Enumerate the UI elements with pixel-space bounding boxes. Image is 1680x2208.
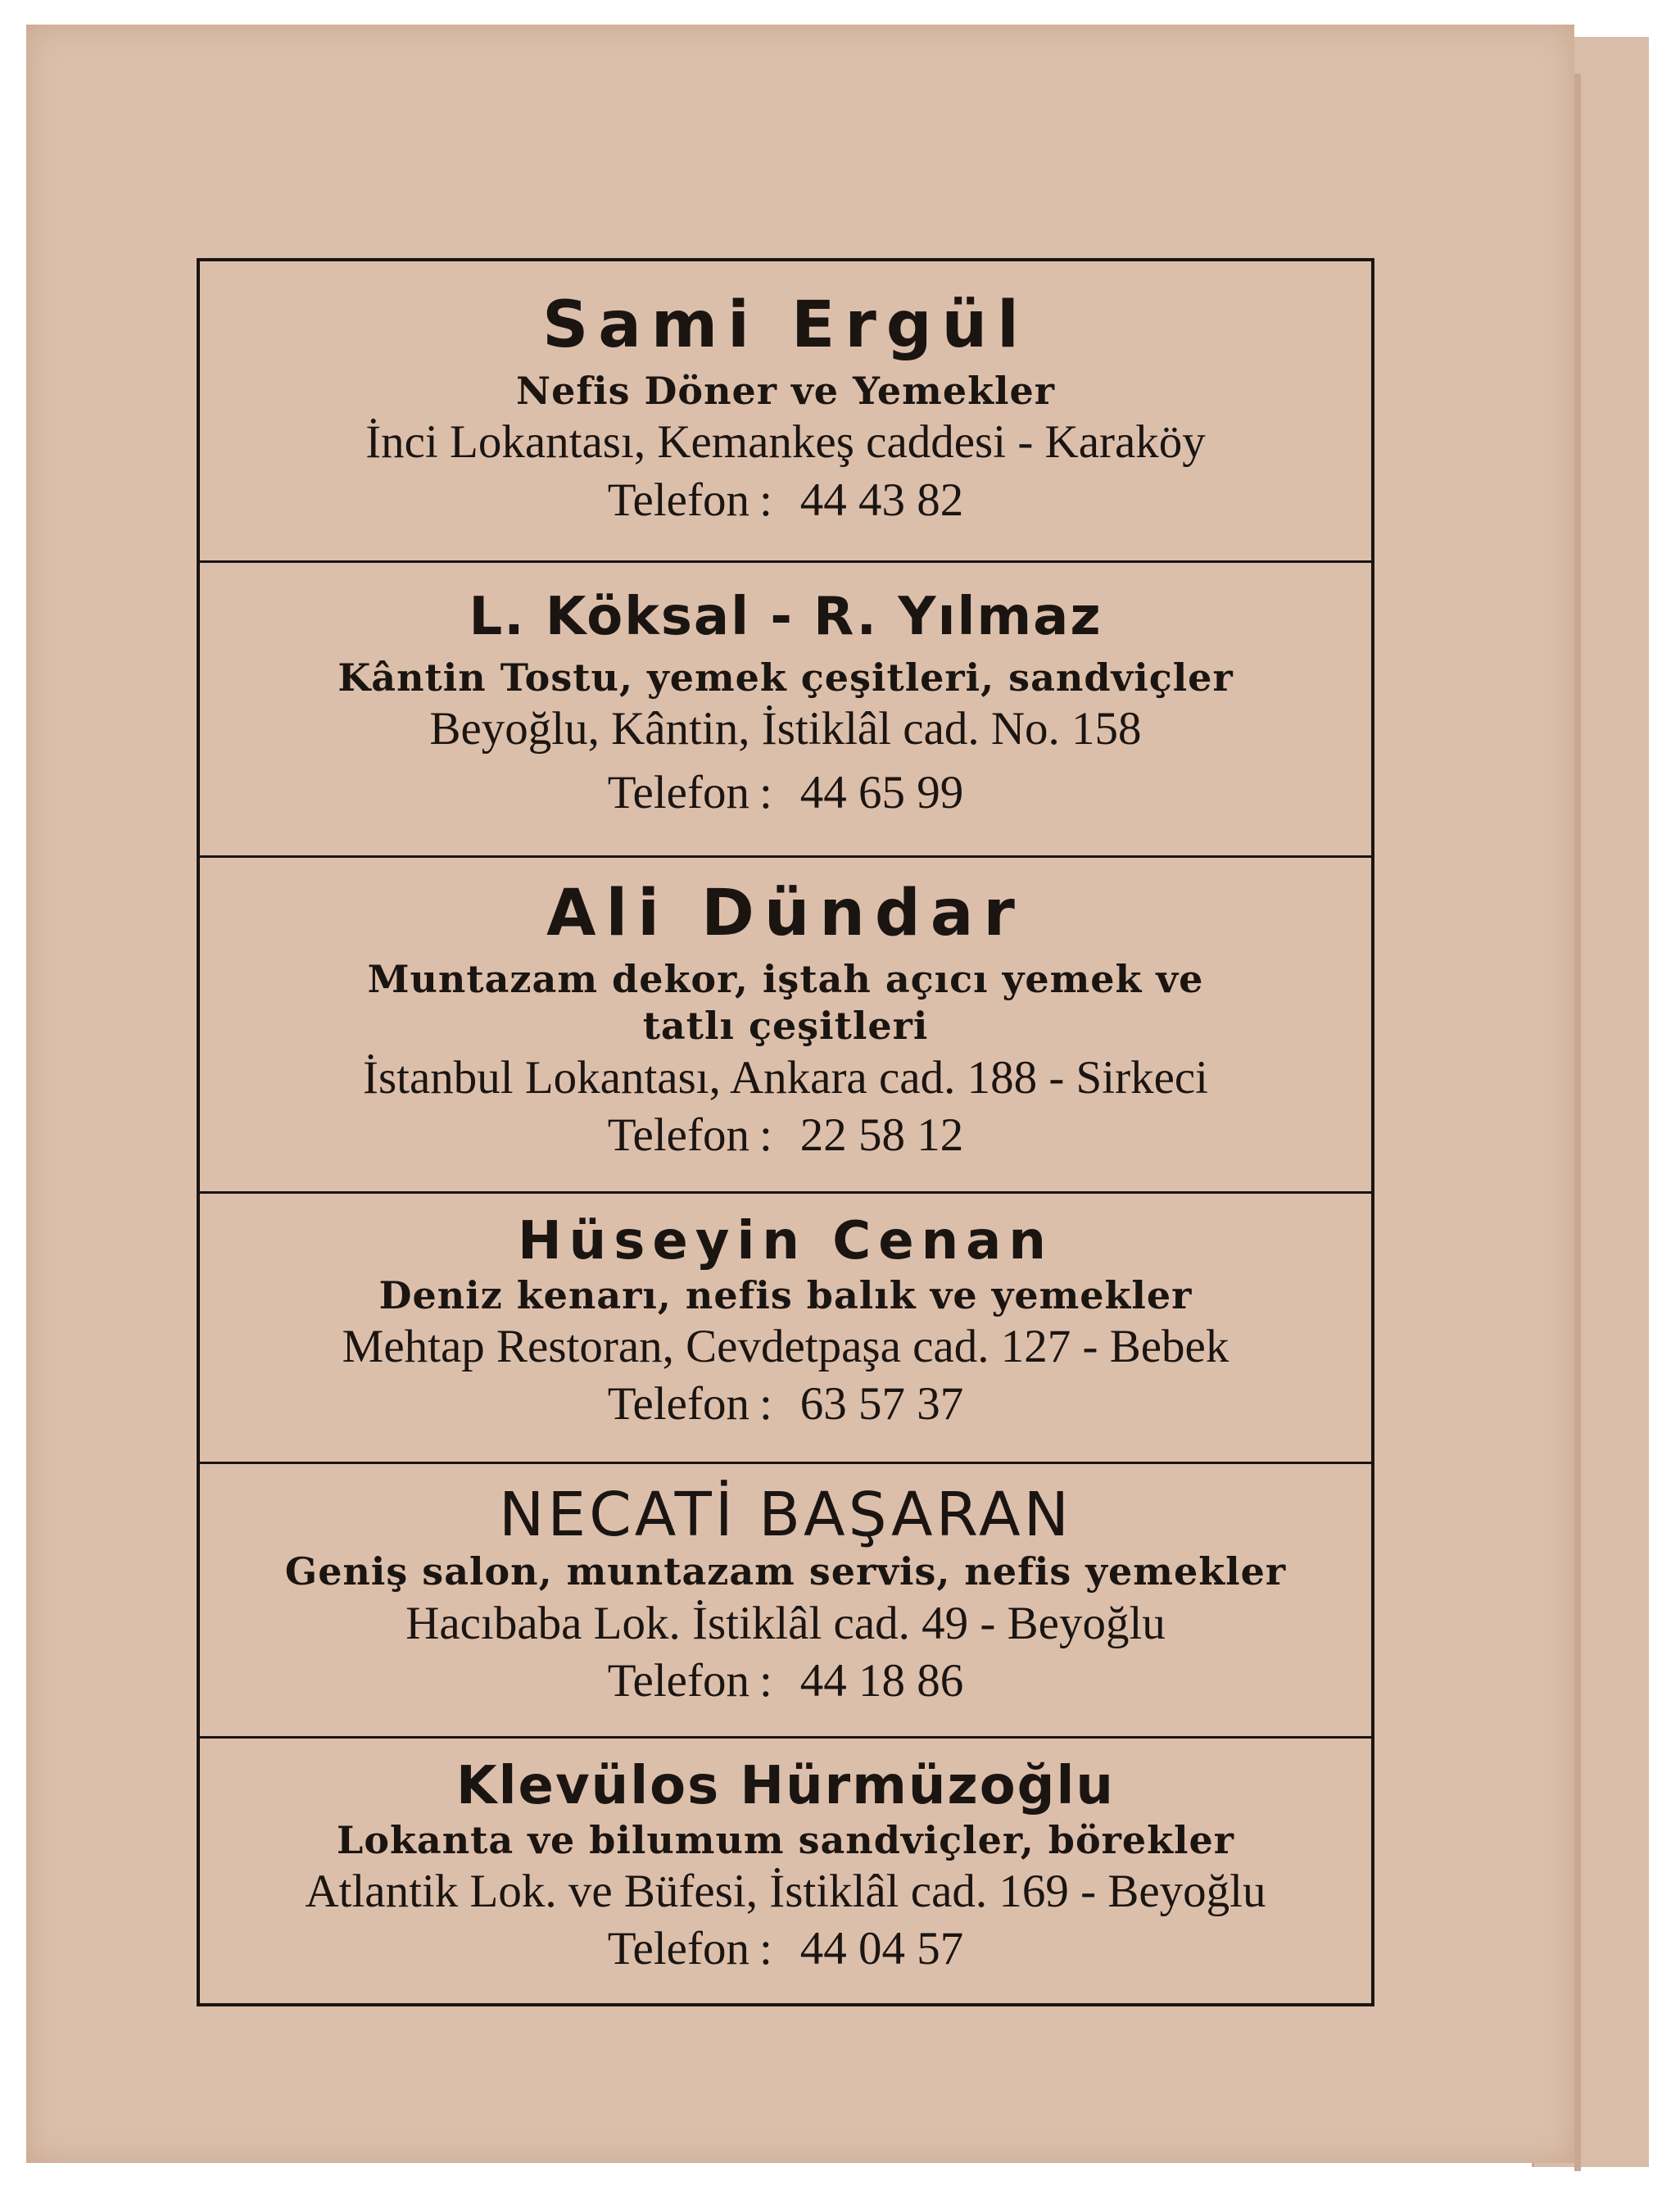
phone-number: 44 65 99 [799, 767, 964, 819]
ad-entry-klevulos-hurmuzoglu [200, 1736, 1371, 1998]
phone-number: 63 57 37 [799, 1378, 964, 1430]
restaurant-description: Lokanta ve bilumum sandviçler, börekler [337, 1817, 1234, 1862]
restaurant-description: Deniz kenarı, nefis balık ve yemekler [378, 1272, 1193, 1317]
phone-separator: : [758, 767, 772, 819]
phone-separator: : [758, 1923, 772, 1975]
restaurant-description: Geniş salon, muntazam servis, nefis yemekler [284, 1549, 1287, 1594]
restaurant-phone [200, 1652, 1371, 1710]
restaurant-owner-name: Sami Ergül [542, 288, 1029, 362]
phone-label: Telefon [607, 1655, 749, 1707]
restaurant-description: Nefis Döner ve Yemekler [516, 368, 1055, 413]
restaurant-address: Hacıbaba Lok. İstiklâl cad. 49 - Beyoğlu [405, 1597, 1166, 1649]
restaurant-description-line1: Muntazam dekor, iştah açıcı yemek ve [367, 956, 1204, 1001]
restaurant-phone [200, 1375, 1371, 1433]
restaurant-description: Kântin Tostu, yemek çeşitleri, sandviçler [337, 655, 1234, 700]
restaurant-address: Mehtap Restoran, Cevdetpaşa cad. 127 - Bebek [342, 1321, 1229, 1373]
restaurant-owner-name: Klevülos Hürmüzoğlu [456, 1756, 1115, 1816]
ad-entry-huseyin-cenan [200, 1191, 1371, 1462]
restaurant-address: Atlantik Lok. ve Büfesi, İstiklâl cad. 169 - Beyoğlu [305, 1866, 1266, 1918]
restaurant-ad-box [197, 258, 1374, 2006]
restaurant-phone [200, 764, 1371, 822]
restaurant-phone [200, 471, 1371, 529]
phone-label: Telefon [607, 1109, 749, 1162]
restaurant-owner-name: Ali Dündar [546, 877, 1025, 950]
phone-separator: : [758, 1109, 772, 1162]
restaurant-address: Beyoğlu, Kântin, İstiklâl cad. No. 158 [429, 703, 1142, 755]
ad-entry-necati-basaran [200, 1462, 1371, 1736]
ad-entry-sami-ergul [200, 261, 1371, 560]
phone-number: 44 18 86 [799, 1655, 964, 1707]
phone-number: 44 04 57 [799, 1923, 964, 1975]
restaurant-description-line2: tatlı çeşitleri [642, 1004, 929, 1049]
phone-separator: : [758, 1378, 772, 1430]
phone-separator: : [758, 474, 772, 526]
phone-number: 22 58 12 [799, 1109, 964, 1162]
restaurant-owner-name: Hüseyin Cenan [518, 1211, 1053, 1272]
phone-label: Telefon [607, 1923, 749, 1975]
phone-label: Telefon [607, 474, 749, 526]
restaurant-phone [200, 1920, 1371, 1978]
page-fold [1574, 74, 1581, 2171]
restaurant-address: İnci Lokantası, Kemankeş caddesi - Karaköy [365, 416, 1206, 469]
restaurant-owner-name: NECATİ BAŞARAN [499, 1480, 1072, 1550]
restaurant-phone [200, 1106, 1371, 1164]
restaurant-owner-name: L. Köksal - R. Yılmaz [469, 587, 1103, 647]
ad-entry-ali-dundar [200, 855, 1371, 1191]
phone-separator: : [758, 1655, 772, 1707]
restaurant-address: İstanbul Lokantası, Ankara cad. 188 - Sirkeci [362, 1051, 1209, 1104]
phone-label: Telefon [607, 767, 749, 819]
ad-entry-koksal-yilmaz [200, 560, 1371, 855]
phone-number: 44 43 82 [799, 474, 964, 526]
phone-label: Telefon [607, 1378, 749, 1430]
